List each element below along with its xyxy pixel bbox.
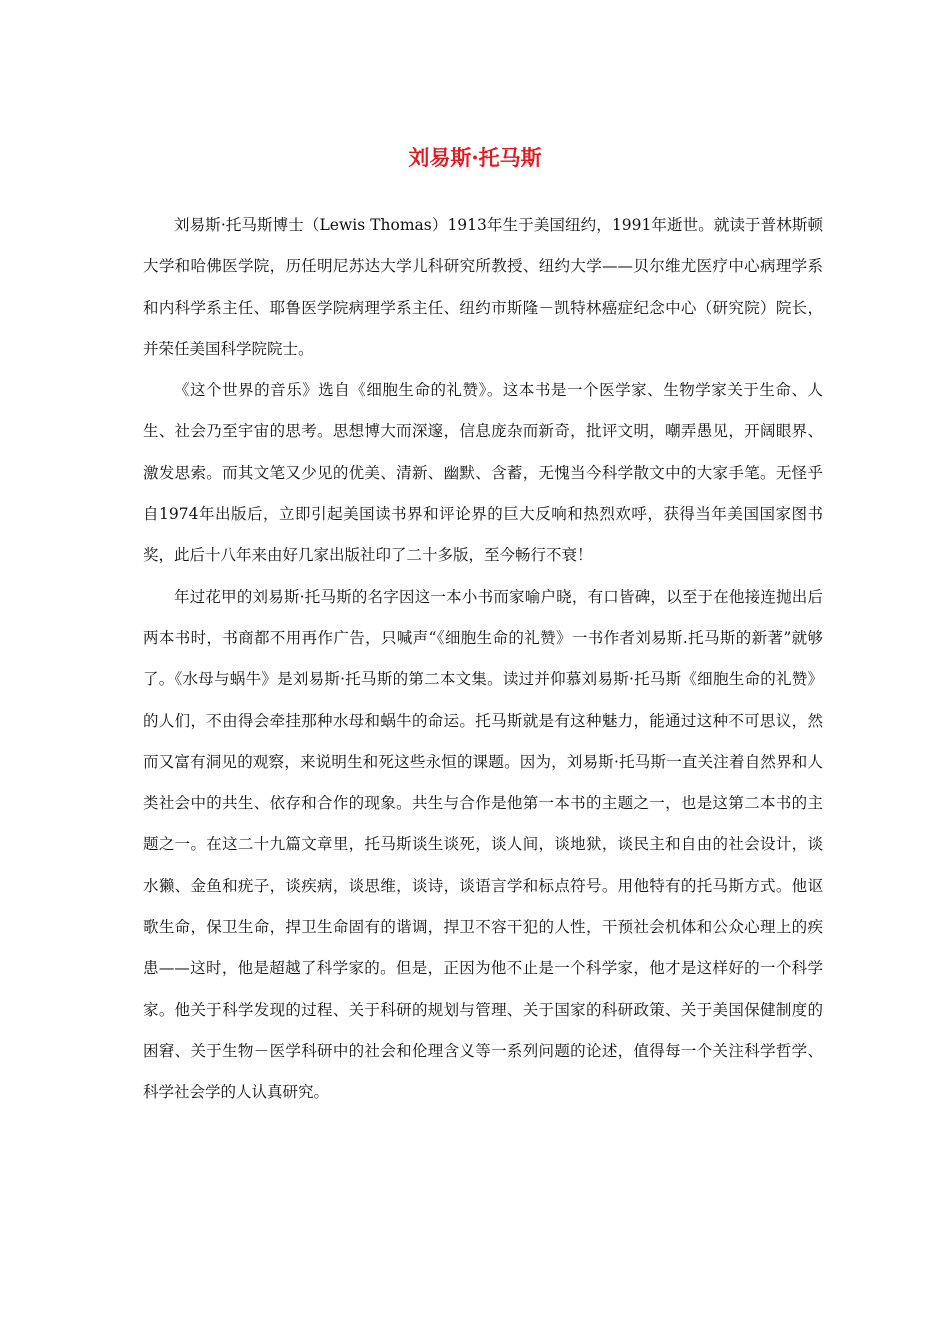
document-title: 刘易斯·托马斯 — [408, 145, 542, 170]
paragraph-second-book: 年过花甲的刘易斯·托马斯的名字因这一本小书而家喻户晓，有口皆碑，以至于在他接连抛出后两本书时，书商都不用再作广告，只喊声“《细胞生命的礼赞》一书作者刘易斯.托马斯的新著”就够了。《水母与蜗牛》是刘易斯·托马斯的第二本文集。读过并仰慕刘易斯·托马斯《细胞生命的礼赞》的人们，不由得会牵挂那种水母和蜗牛的命运。托马斯就是有这种魅力，能通过这种不可思议，然而又富有洞见的观察，来说明生和死这些永恒的课题。因为，刘易斯·托马斯一直关注着自然界和人类社会中的共生、依存和合作的现象。共生与合作是他第一本书的主题之一，也是这第二本书的主题之一。在这二十九篇文章里，托马斯谈生谈死，谈人间，谈地狱，谈民主和自由的社会设计，谈水獭、金鱼和疣子，谈疾病，谈思维，谈诗，谈语言学和标点符号。用他特有的托马斯方式。他讴歌生命，保卫生命，捍卫生命固有的谐调，捍卫不容干犯的人性，干预社会机体和公众心理上的疾患——这时，他是超越了科学家的。但是，正因为他不止是一个科学家，他才是这样好的一个科学家。他关于科学发现的过程、关于科研的规划与管理、关于国家的科研政策、关于美国保健制度的困窘、关于生物－医学科研中的社会和伦理含义等一系列问题的论述，值得每一个关注科学哲学、科学社会学的人认真研究。 — [143, 587, 823, 1102]
paragraph-biography: 刘易斯·托马斯博士（Lewis Thomas）1913年生于美国纽约，1991年逝世。就读于普林斯顿大学和哈佛医学院，历任明尼苏达大学儿科研究所教授、纽约大学——贝尔维尤医疗中心病理学系和内科学系主任、耶鲁医学院病理学系主任、纽约市斯隆－凯特林癌症纪念中心（研究院）院长，并荣任美国科学院院士。 — [143, 216, 823, 358]
paragraph-book-intro: 《这个世界的音乐》选自《细胞生命的礼赞》。这本书是一个医学家、生物学家关于生命、人生、社会乃至宇宙的思考。思想博大而深邃，信息庞杂而新奇，批评文明，嘲弄愚见，开阔眼界、激发思索。而其文笔又少见的优美、清新、幽默、含蓄，无愧当今科学散文中的大家手笔。无怪乎自1974年出版后，立即引起美国读书界和评论界的巨大反响和热烈欢呼，获得当年美国国家图书奖，此后十八年来由好几家出版社印了二十多版，至今畅行不衰！ — [143, 381, 823, 565]
document-body — [143, 205, 823, 1114]
